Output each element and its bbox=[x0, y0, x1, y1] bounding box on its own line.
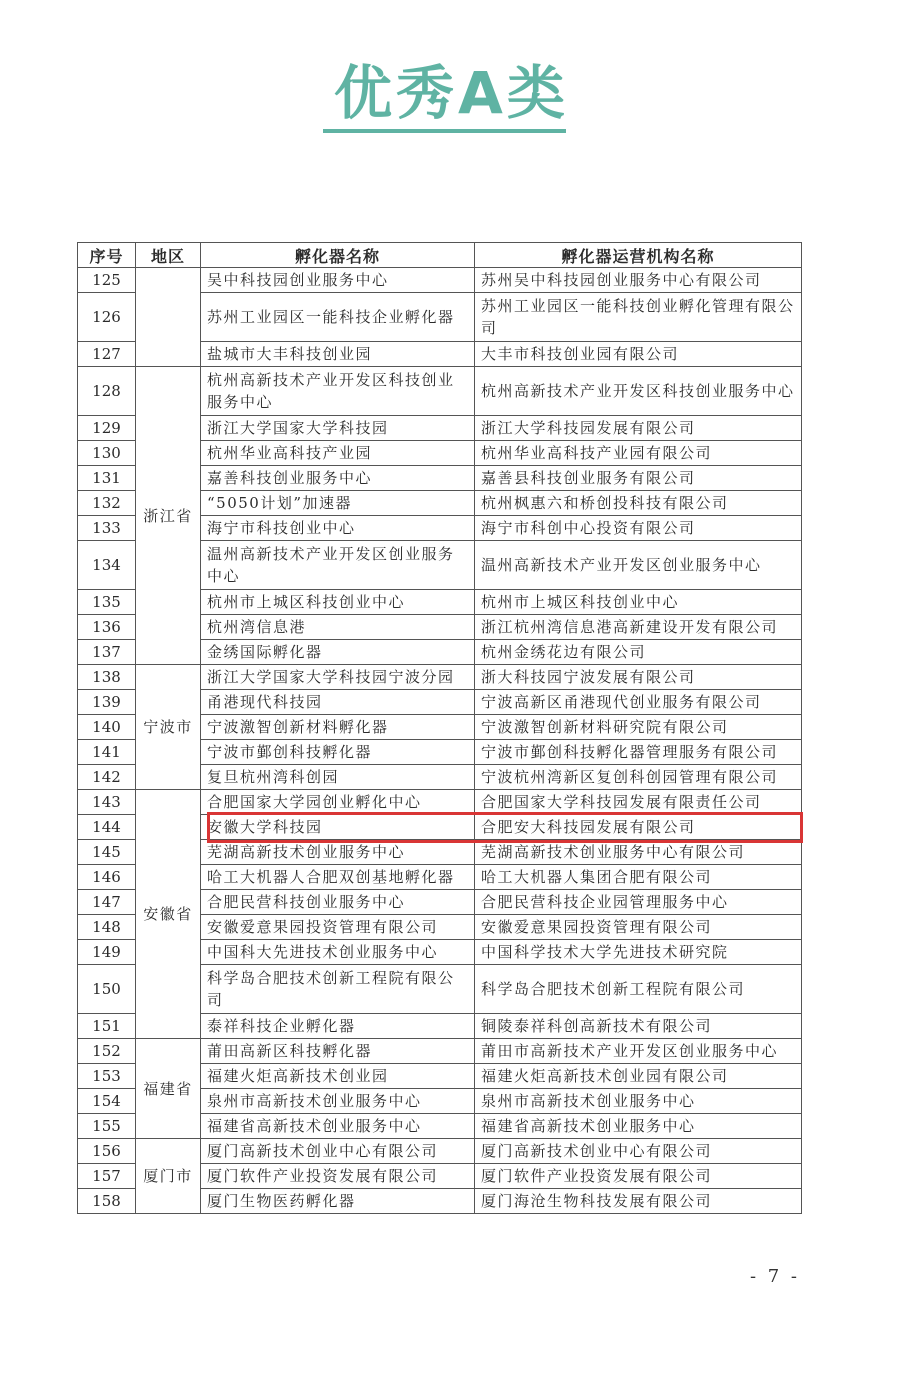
table-row bbox=[78, 268, 802, 293]
incubator-name: 杭州市上城区科技创业中心 bbox=[201, 590, 475, 615]
row-number: 144 bbox=[78, 815, 136, 840]
operator-name: 宁波高新区甬港现代创业服务有限公司 bbox=[475, 690, 802, 715]
operator-name: 大丰市科技创业园有限公司 bbox=[475, 342, 802, 367]
incubator-name: 宁波激智创新材料孵化器 bbox=[201, 715, 475, 740]
row-number: 154 bbox=[78, 1089, 136, 1114]
operator-name: 浙江杭州湾信息港高新建设开发有限公司 bbox=[475, 615, 802, 640]
operator-name: 温州高新技术产业开发区创业服务中心 bbox=[475, 541, 802, 590]
row-number: 131 bbox=[78, 466, 136, 491]
operator-name: 浙大科技园宁波发展有限公司 bbox=[475, 665, 802, 690]
row-number: 129 bbox=[78, 416, 136, 441]
incubator-name: 莆田高新区科技孵化器 bbox=[201, 1039, 475, 1064]
region-cell: 浙江省 bbox=[136, 367, 201, 665]
region-cell bbox=[136, 268, 201, 367]
incubator-name: 杭州湾信息港 bbox=[201, 615, 475, 640]
row-number: 142 bbox=[78, 765, 136, 790]
operator-name: 宁波市鄞创科技孵化器管理服务有限公司 bbox=[475, 740, 802, 765]
operator-name: 宁波杭州湾新区复创科创园管理有限公司 bbox=[475, 765, 802, 790]
row-number: 137 bbox=[78, 640, 136, 665]
row-number: 138 bbox=[78, 665, 136, 690]
row-number: 146 bbox=[78, 865, 136, 890]
incubator-name: 合肥国家大学园创业孵化中心 bbox=[201, 790, 475, 815]
row-number: 145 bbox=[78, 840, 136, 865]
operator-name: 铜陵泰祥科创高新技术有限公司 bbox=[475, 1014, 802, 1039]
incubator-name: 金绣国际孵化器 bbox=[201, 640, 475, 665]
incubator-name: 杭州高新技术产业开发区科技创业服务中心 bbox=[201, 367, 475, 416]
row-number: 139 bbox=[78, 690, 136, 715]
highlight-box bbox=[207, 812, 803, 843]
row-number: 143 bbox=[78, 790, 136, 815]
region-cell: 福建省 bbox=[136, 1039, 201, 1139]
incubator-name: 复旦杭州湾科创园 bbox=[201, 765, 475, 790]
incubator-name: 吴中科技园创业服务中心 bbox=[201, 268, 475, 293]
incubator-name: 海宁市科技创业中心 bbox=[201, 516, 475, 541]
row-number: 125 bbox=[78, 268, 136, 293]
incubator-name: “5050计划”加速器 bbox=[201, 491, 475, 516]
operator-name: 苏州工业园区一能科技创业孵化管理有限公司 bbox=[475, 293, 802, 342]
incubator-name: 中国科大先进技术创业服务中心 bbox=[201, 940, 475, 965]
incubator-name: 杭州华业高科技产业园 bbox=[201, 441, 475, 466]
operator-name: 杭州华业高科技产业园有限公司 bbox=[475, 441, 802, 466]
incubator-name: 厦门软件产业投资发展有限公司 bbox=[201, 1164, 475, 1189]
operator-name: 杭州高新技术产业开发区科技创业服务中心 bbox=[475, 367, 802, 416]
row-number: 140 bbox=[78, 715, 136, 740]
incubator-name: 嘉善科技创业服务中心 bbox=[201, 466, 475, 491]
row-number: 126 bbox=[78, 293, 136, 342]
row-number: 147 bbox=[78, 890, 136, 915]
table-row bbox=[78, 1139, 802, 1164]
operator-name: 福建省高新技术创业服务中心 bbox=[475, 1114, 802, 1139]
row-number: 127 bbox=[78, 342, 136, 367]
operator-name: 杭州金绣花边有限公司 bbox=[475, 640, 802, 665]
row-number: 130 bbox=[78, 441, 136, 466]
operator-name: 合肥安大科技园发展有限公司 bbox=[475, 815, 802, 840]
row-number: 148 bbox=[78, 915, 136, 940]
row-number: 157 bbox=[78, 1164, 136, 1189]
row-number: 151 bbox=[78, 1014, 136, 1039]
row-number: 128 bbox=[78, 367, 136, 416]
region-cell: 安徽省 bbox=[136, 790, 201, 1039]
incubator-name: 合肥民营科技创业服务中心 bbox=[201, 890, 475, 915]
operator-name: 合肥国家大学科技园发展有限责任公司 bbox=[475, 790, 802, 815]
operator-name: 科学岛合肥技术创新工程院有限公司 bbox=[475, 965, 802, 1014]
incubator-table bbox=[77, 242, 802, 1214]
incubator-name: 芜湖高新技术创业服务中心 bbox=[201, 840, 475, 865]
row-number: 136 bbox=[78, 615, 136, 640]
operator-name: 厦门软件产业投资发展有限公司 bbox=[475, 1164, 802, 1189]
incubator-name: 泉州市高新技术创业服务中心 bbox=[201, 1089, 475, 1114]
operator-name: 合肥民营科技企业园管理服务中心 bbox=[475, 890, 802, 915]
incubator-name: 浙江大学国家大学科技园宁波分园 bbox=[201, 665, 475, 690]
title-underline bbox=[323, 129, 566, 133]
incubator-name: 温州高新技术产业开发区创业服务中心 bbox=[201, 541, 475, 590]
operator-name: 杭州枫惠六和桥创投科技有限公司 bbox=[475, 491, 802, 516]
table-row bbox=[78, 1039, 802, 1064]
row-number: 150 bbox=[78, 965, 136, 1014]
operator-name: 苏州吴中科技园创业服务中心有限公司 bbox=[475, 268, 802, 293]
row-number: 132 bbox=[78, 491, 136, 516]
operator-name: 福建火炬高新技术创业园有限公司 bbox=[475, 1064, 802, 1089]
incubator-name: 苏州工业园区一能科技企业孵化器 bbox=[201, 293, 475, 342]
incubator-name: 浙江大学国家大学科技园 bbox=[201, 416, 475, 441]
incubator-name: 盐城市大丰科技创业园 bbox=[201, 342, 475, 367]
operator-name: 厦门海沧生物科技发展有限公司 bbox=[475, 1189, 802, 1214]
operator-name: 哈工大机器人集团合肥有限公司 bbox=[475, 865, 802, 890]
row-number: 135 bbox=[78, 590, 136, 615]
incubator-name: 甬港现代科技园 bbox=[201, 690, 475, 715]
region-cell: 宁波市 bbox=[136, 665, 201, 790]
operator-name: 莆田市高新技术产业开发区创业服务中心 bbox=[475, 1039, 802, 1064]
operator-name: 宁波激智创新材料研究院有限公司 bbox=[475, 715, 802, 740]
operator-name: 安徽爱意果园投资管理有限公司 bbox=[475, 915, 802, 940]
incubator-name: 科学岛合肥技术创新工程院有限公司 bbox=[201, 965, 475, 1014]
table-body bbox=[78, 268, 802, 1214]
header-no: 序号 bbox=[78, 243, 136, 268]
row-number: 133 bbox=[78, 516, 136, 541]
row-number: 134 bbox=[78, 541, 136, 590]
incubator-name: 泰祥科技企业孵化器 bbox=[201, 1014, 475, 1039]
region-cell: 厦门市 bbox=[136, 1139, 201, 1214]
page-title: 优秀A类 bbox=[334, 59, 569, 127]
operator-name: 海宁市科创中心投资有限公司 bbox=[475, 516, 802, 541]
row-number: 149 bbox=[78, 940, 136, 965]
table-row bbox=[78, 665, 802, 690]
table-row bbox=[78, 367, 802, 416]
header-region: 地区 bbox=[136, 243, 201, 268]
incubator-name: 哈工大机器人合肥双创基地孵化器 bbox=[201, 865, 475, 890]
incubator-name: 厦门生物医药孵化器 bbox=[201, 1189, 475, 1214]
row-number: 155 bbox=[78, 1114, 136, 1139]
operator-name: 嘉善县科技创业服务有限公司 bbox=[475, 466, 802, 491]
row-number: 141 bbox=[78, 740, 136, 765]
page-number: - 7 - bbox=[749, 1266, 800, 1287]
operator-name: 泉州市高新技术创业服务中心 bbox=[475, 1089, 802, 1114]
incubator-name: 宁波市鄞创科技孵化器 bbox=[201, 740, 475, 765]
operator-name: 厦门高新技术创业中心有限公司 bbox=[475, 1139, 802, 1164]
header-operator: 孵化器运营机构名称 bbox=[475, 243, 802, 268]
operator-name: 芜湖高新技术创业服务中心有限公司 bbox=[475, 840, 802, 865]
table-header-row bbox=[78, 243, 802, 268]
operator-name: 杭州市上城区科技创业中心 bbox=[475, 590, 802, 615]
incubator-name: 安徽爱意果园投资管理有限公司 bbox=[201, 915, 475, 940]
incubator-name: 厦门高新技术创业中心有限公司 bbox=[201, 1139, 475, 1164]
incubator-name: 福建省高新技术创业服务中心 bbox=[201, 1114, 475, 1139]
incubator-name: 福建火炬高新技术创业园 bbox=[201, 1064, 475, 1089]
row-number: 158 bbox=[78, 1189, 136, 1214]
header-name: 孵化器名称 bbox=[201, 243, 475, 268]
operator-name: 浙江大学科技园发展有限公司 bbox=[475, 416, 802, 441]
row-number: 153 bbox=[78, 1064, 136, 1089]
row-number: 152 bbox=[78, 1039, 136, 1064]
incubator-name: 安徽大学科技园 bbox=[201, 815, 475, 840]
row-number: 156 bbox=[78, 1139, 136, 1164]
operator-name: 中国科学技术大学先进技术研究院 bbox=[475, 940, 802, 965]
